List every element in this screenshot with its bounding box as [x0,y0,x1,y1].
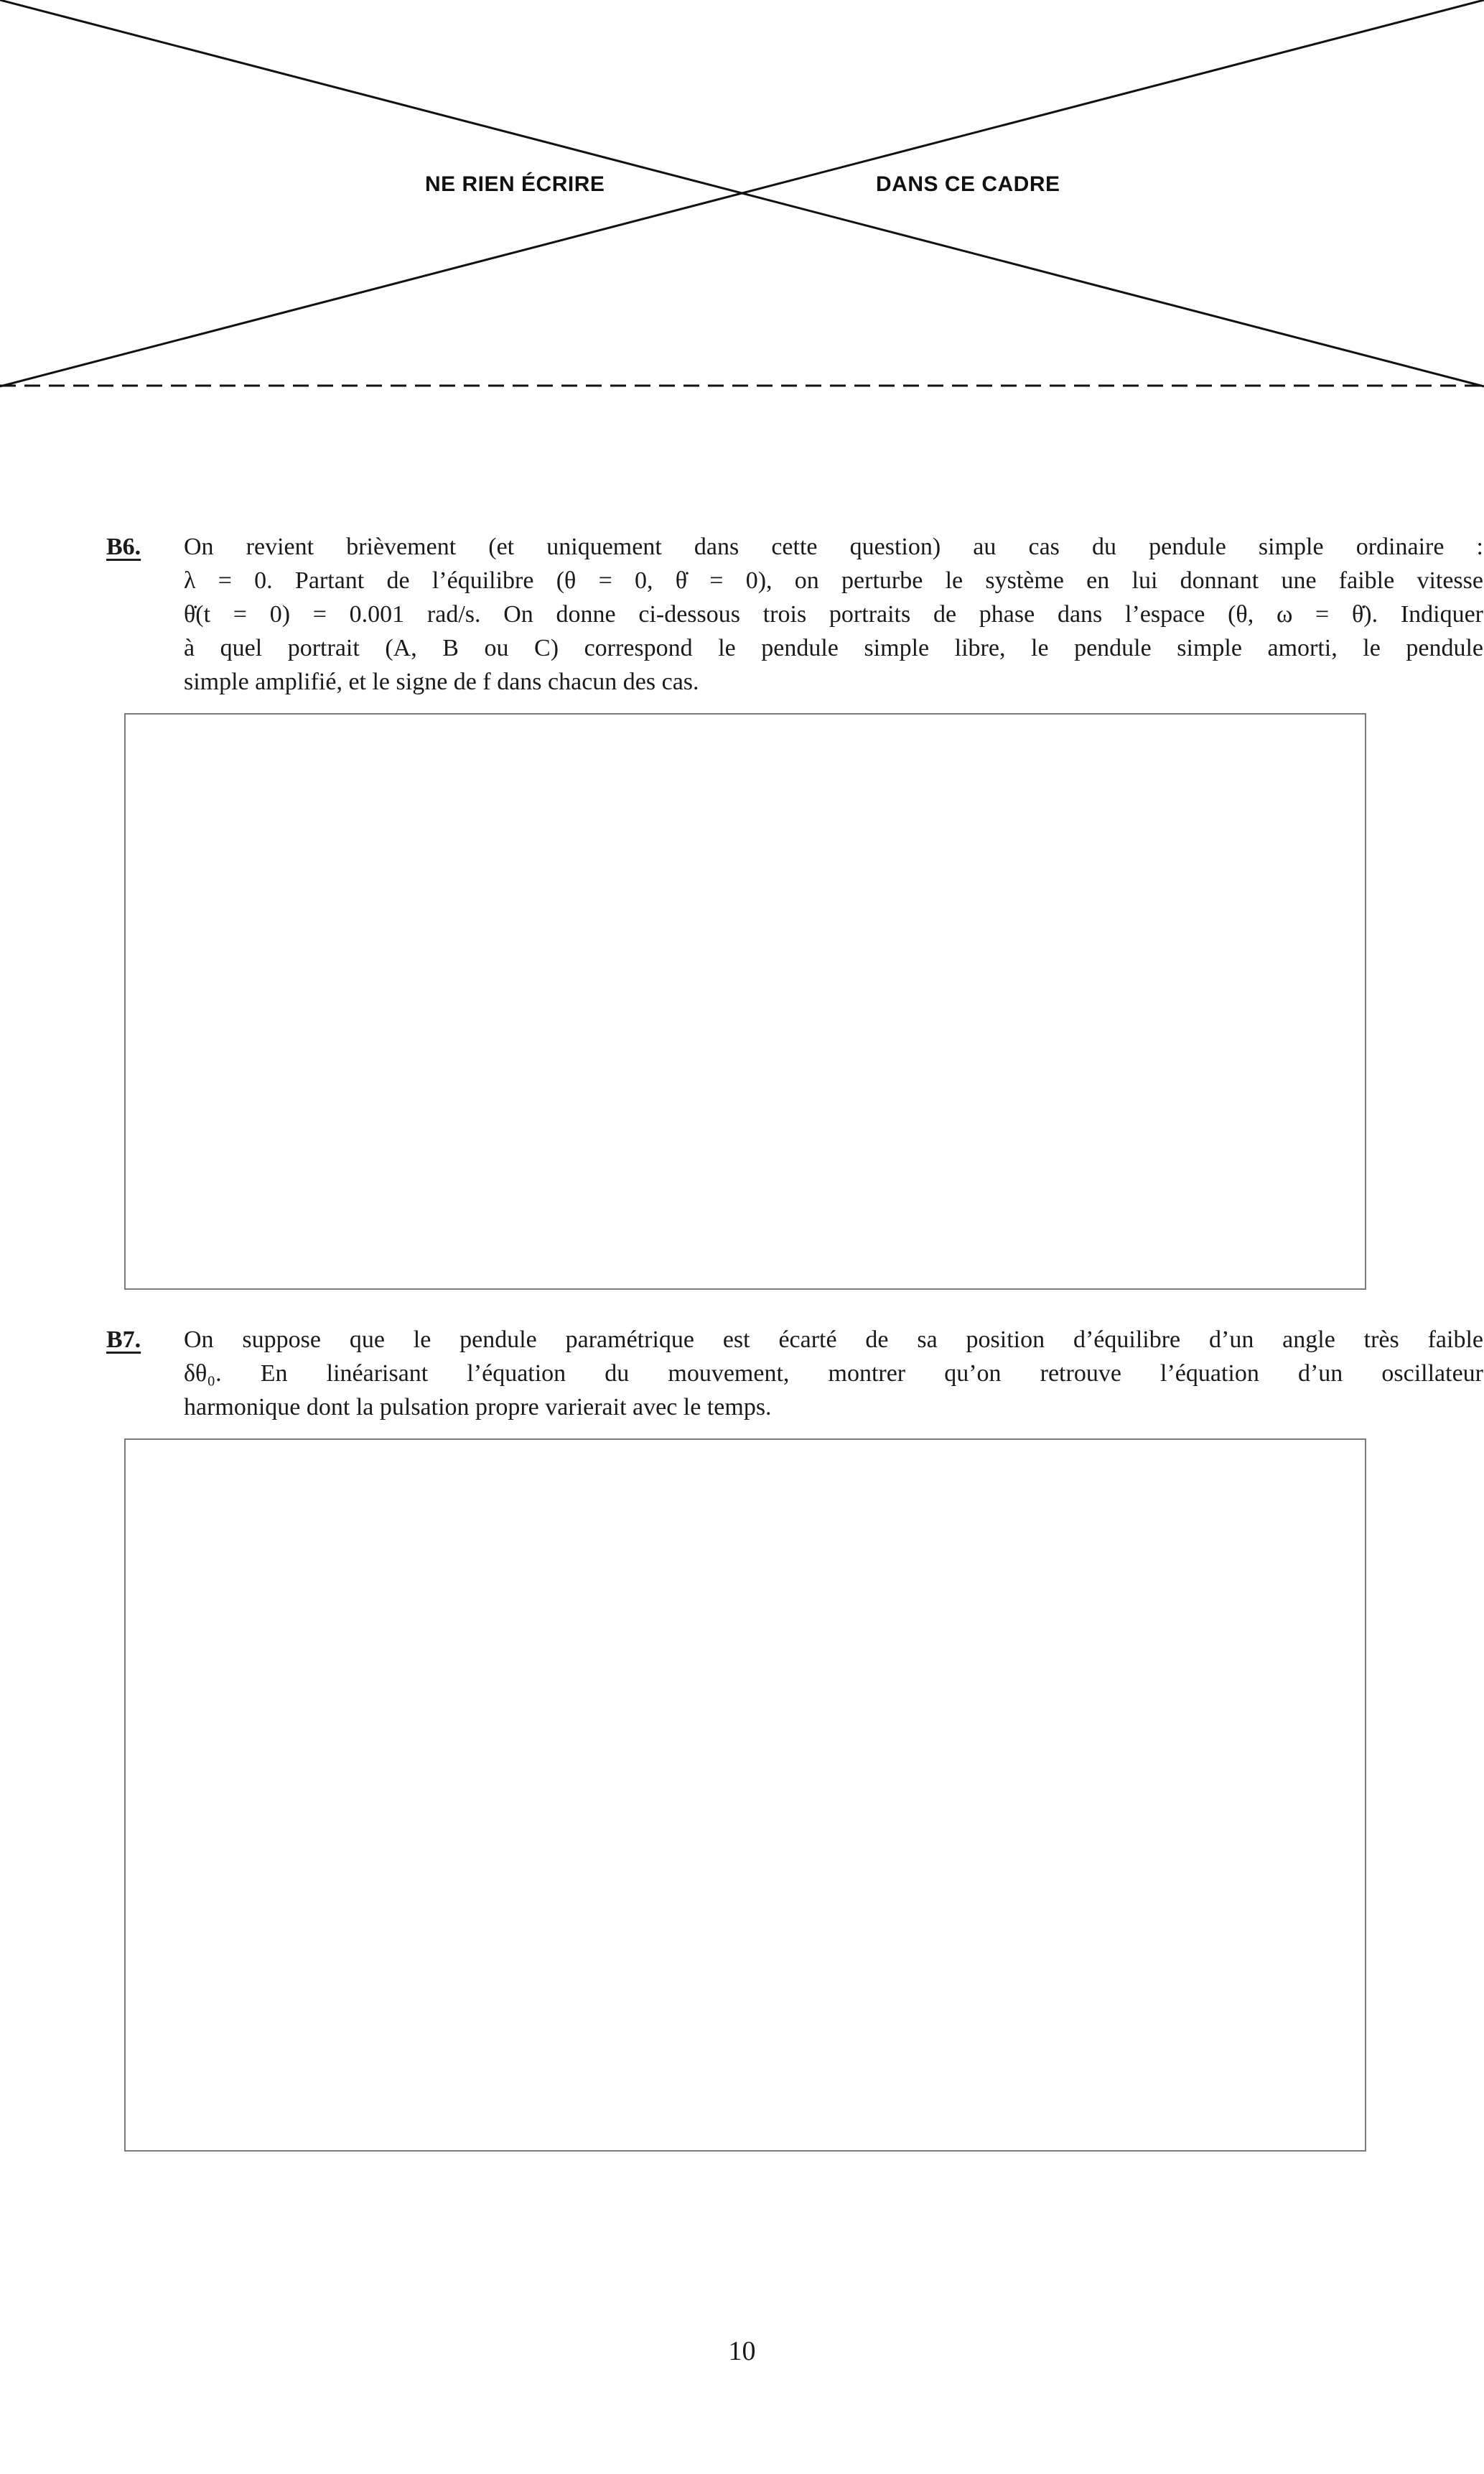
answer-box-b7[interactable] [124,1438,1366,2152]
no-write-zone [0,0,1484,391]
question-line: λ = 0. Partant de l’équilibre (θ = 0, θ̇ = 0), on perturbe le système en lui donnant une faible vitesse [184,567,1483,594]
banner-right-text: DANS CE CADRE [876,172,1060,196]
question-line: δθ₀. En linéarisant l’équation du mouvement, montrer qu’on retrouve l’équation d’un oscillateur [184,1360,1483,1387]
question-line: à quel portrait (A, B ou C) correspond le pendule simple libre, le pendule simple amorti, le pendule [184,635,1483,661]
question-text [184,530,1483,699]
answer-box-b6[interactable] [124,713,1366,1290]
banner-left-text: NE RIEN ÉCRIRE [425,172,605,196]
question-line: harmonique dont la pulsation propre varierait avec le temps. [184,1394,772,1420]
question-line: On revient brièvement (et uniquement dans cette question) au cas du pendule simple ordinaire : [184,534,1483,560]
question-text [184,1323,1483,1424]
question-line: θ̇(t = 0) = 0.001 rad/s. On donne ci-dessous trois portraits de phase dans l’espace (θ, ω = θ̇). Indiquer [184,601,1483,628]
question-label: B6. [106,534,141,560]
question-line: simple amplifié, et le signe de f dans chacun des cas. [184,669,699,695]
page-number: 10 [728,2336,756,2366]
question-line: On suppose que le pendule paramétrique est écarté de sa position d’équilibre d’un angle très faible [184,1326,1483,1353]
question-label: B7. [106,1326,141,1353]
